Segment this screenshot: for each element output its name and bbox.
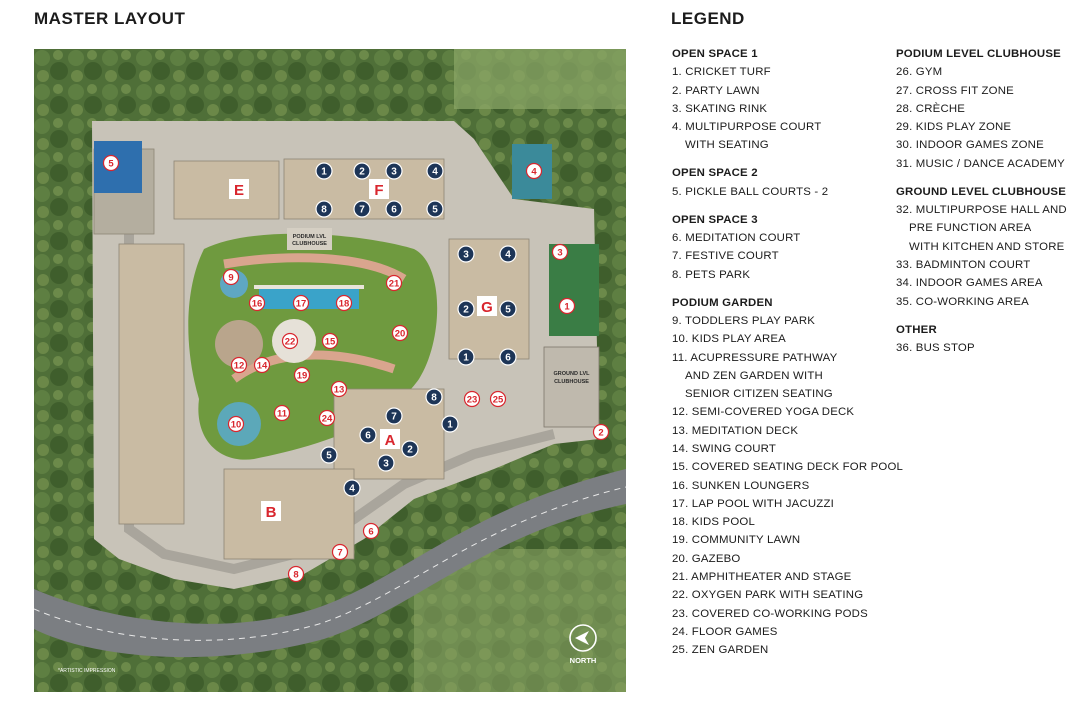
legend-group xyxy=(672,45,903,155)
amenity-number: 11 xyxy=(276,408,288,420)
amenity-number: 1 xyxy=(564,301,570,313)
pool-deck xyxy=(254,285,364,289)
amenity-number: 18 xyxy=(338,298,350,310)
legend-item xyxy=(672,349,903,404)
legend-item xyxy=(896,136,1067,154)
amenity-number: 9 xyxy=(228,272,234,284)
legend-item-line: 31. MUSIC / DANCE ACADEMY xyxy=(896,157,1065,170)
legend-item xyxy=(672,568,903,586)
ground-clubhouse xyxy=(544,347,599,427)
legend-item xyxy=(896,339,1067,357)
legend-item-line: 10. KIDS PLAY AREA xyxy=(672,333,786,346)
amenity-number: 5 xyxy=(108,158,114,170)
legend-item-line: 34. INDOOR GAMES AREA xyxy=(896,277,1043,290)
building-letter: B xyxy=(265,504,277,521)
legend-item xyxy=(672,586,903,604)
legend-item xyxy=(672,183,903,201)
legend-item-line: 25. ZEN GARDEN xyxy=(672,644,769,657)
legend-item-line: 28. CRÈCHE xyxy=(896,102,966,115)
open-field xyxy=(454,49,626,109)
legend-item xyxy=(672,63,903,81)
legend-item-line: 36. BUS STOP xyxy=(896,341,975,354)
tower-number: 8 xyxy=(431,392,437,404)
north-label: NORTH xyxy=(569,656,597,665)
legend-item xyxy=(672,247,903,265)
amenity-number: 4 xyxy=(531,166,537,178)
legend-title: LEGEND xyxy=(671,9,745,28)
legend-item-line: AND ZEN GARDEN WITH xyxy=(685,369,823,382)
legend-group-title: OPEN SPACE 2 xyxy=(672,167,758,180)
legend-item-line: 1. CRICKET TURF xyxy=(672,66,771,79)
legend-item-line: 7. FESTIVE COURT xyxy=(672,250,779,263)
amenity-number: 19 xyxy=(296,370,308,382)
tower-number: 7 xyxy=(359,204,365,216)
amenity-number: 13 xyxy=(333,384,345,396)
legend-item xyxy=(896,82,1067,100)
ground-label-2: CLUBHOUSE xyxy=(554,379,589,385)
legend-item xyxy=(896,256,1067,274)
legend-item xyxy=(896,100,1067,118)
amenity-number: 23 xyxy=(466,394,478,406)
tower-number: 2 xyxy=(407,444,413,456)
amenity-number: 20 xyxy=(394,328,406,340)
tower-number: 6 xyxy=(365,430,371,442)
legend-item xyxy=(896,118,1067,136)
legend-group-title: PODIUM GARDEN xyxy=(672,296,773,309)
legend-column-2 xyxy=(896,45,1067,367)
legend-item-line: 29. KIDS PLAY ZONE xyxy=(896,121,1012,134)
legend-group-title: OPEN SPACE 1 xyxy=(672,48,758,60)
tower-number: 3 xyxy=(463,249,469,261)
legend-item-line: 5. PICKLE BALL COURTS - 2 xyxy=(672,185,829,198)
legend-group-title: PODIUM LEVEL CLUBHOUSE xyxy=(896,48,1061,60)
master-layout-map xyxy=(34,49,626,692)
legend-group xyxy=(672,164,903,201)
tower-number: 2 xyxy=(463,304,469,316)
legend-item xyxy=(672,477,903,495)
legend-item-line: 16. SUNKEN LOUNGERS xyxy=(672,479,810,492)
legend-item-line: 17. LAP POOL WITH JACUZZI xyxy=(672,497,834,510)
amenity-number: 8 xyxy=(293,569,299,581)
amenity-number: 16 xyxy=(251,298,263,310)
legend-item-line: SENIOR CITIZEN SEATING xyxy=(685,388,833,401)
legend-item-line: PRE FUNCTION AREA xyxy=(909,222,1032,235)
legend-item xyxy=(672,531,903,549)
amenity-number: 3 xyxy=(557,247,563,259)
amenity-number: 10 xyxy=(230,419,242,431)
legend-item xyxy=(896,274,1067,292)
amenity-number: 2 xyxy=(598,427,604,439)
legend-item xyxy=(672,458,903,476)
legend-item-line: 4. MULTIPURPOSE COURT xyxy=(672,121,822,134)
tower-number: 6 xyxy=(505,352,511,364)
legend-group-title: GROUND LEVEL CLUBHOUSE xyxy=(896,185,1066,198)
legend-item-line: 27. CROSS FIT ZONE xyxy=(896,84,1014,97)
legend-item-line: 23. COVERED CO-WORKING PODS xyxy=(672,607,868,620)
legend-item-line: 19. COMMUNITY LAWN xyxy=(672,534,801,547)
legend-item-line: 9. TODDLERS PLAY PARK xyxy=(672,314,816,327)
legend-item-line: 18. KIDS POOL xyxy=(672,516,756,529)
legend-item-line: 24. FLOOR GAMES xyxy=(672,625,778,638)
amenity-number: 22 xyxy=(284,336,296,348)
amenity-number: 6 xyxy=(368,526,374,538)
legend-item xyxy=(672,440,903,458)
amenity-number: 25 xyxy=(492,394,504,406)
ground-label-1: GROUND LVL xyxy=(553,371,590,377)
amenity-number: 15 xyxy=(324,336,336,348)
legend-item-line: 22. OXYGEN PARK WITH SEATING xyxy=(672,589,864,602)
legend-item xyxy=(672,312,903,330)
amenity-number: 7 xyxy=(337,547,343,559)
tower-number: 4 xyxy=(349,483,355,495)
amenity-number: 24 xyxy=(321,413,333,425)
legend-column-1 xyxy=(672,45,903,669)
legend-item xyxy=(672,118,903,155)
amenity-number: 14 xyxy=(256,360,268,372)
legend-item xyxy=(672,495,903,513)
legend-item xyxy=(672,403,903,421)
legend-item xyxy=(672,623,903,641)
legend-group xyxy=(896,183,1067,311)
legend-item-line: 32. MULTIPURPOSE HALL AND xyxy=(896,204,1067,217)
tower-number: 5 xyxy=(432,204,438,216)
legend-item xyxy=(672,330,903,348)
amenity-number: 12 xyxy=(233,360,245,372)
legend-group xyxy=(672,211,903,284)
legend-item-line: 12. SEMI-COVERED YOGA DECK xyxy=(672,406,855,419)
legend-item-line: 30. INDOOR GAMES ZONE xyxy=(896,139,1044,152)
tower-number: 4 xyxy=(505,249,511,261)
legend-item xyxy=(672,82,903,100)
legend-item-line: 15. COVERED SEATING DECK FOR POOL xyxy=(672,461,904,474)
tower-number: 6 xyxy=(391,204,397,216)
legend-item-line: WITH KITCHEN AND STORE xyxy=(909,240,1065,253)
master-layout-title: MASTER LAYOUT xyxy=(34,9,186,28)
legend-item-line: 26. GYM xyxy=(896,66,943,79)
legend-group xyxy=(896,321,1067,358)
legend-item-line: 8. PETS PARK xyxy=(672,268,751,281)
legend-item-line: 35. CO-WORKING AREA xyxy=(896,295,1029,308)
building-letter: E xyxy=(233,182,245,199)
building-letter: A xyxy=(384,432,396,449)
legend-item-line: 33. BADMINTON COURT xyxy=(896,258,1031,271)
building-letter: F xyxy=(374,182,384,199)
tower-number: 1 xyxy=(321,166,327,178)
legend-item xyxy=(896,201,1067,256)
legend-item xyxy=(672,100,903,118)
podium-label-2: CLUBHOUSE xyxy=(292,241,327,247)
tower-number: 1 xyxy=(447,419,453,431)
legend-item xyxy=(896,293,1067,311)
legend-item xyxy=(672,422,903,440)
tower-number: 5 xyxy=(505,304,511,316)
tower-number: 3 xyxy=(391,166,397,178)
legend-item-line: 14. SWING COURT xyxy=(672,443,777,455)
legend-item xyxy=(672,605,903,623)
legend-item xyxy=(672,229,903,247)
amenity-number: 17 xyxy=(295,298,307,310)
legend-item xyxy=(672,266,903,284)
legend-item-line: 2. PARTY LAWN xyxy=(672,84,760,97)
tower-number: 2 xyxy=(359,166,365,178)
legend-group-title: OPEN SPACE 3 xyxy=(672,213,758,226)
tower-number: 1 xyxy=(463,352,469,364)
artistic-impression-note: *ARTISTIC IMPRESSION xyxy=(58,668,116,674)
legend-group xyxy=(672,294,903,660)
legend-item-line: WITH SEATING xyxy=(685,139,769,152)
tower-number: 7 xyxy=(391,411,397,423)
building-letter: G xyxy=(481,299,493,316)
tower-number: 3 xyxy=(383,458,389,470)
legend-group xyxy=(896,45,1067,173)
legend-item xyxy=(672,550,903,568)
legend-item-line: 21. AMPHITHEATER AND STAGE xyxy=(672,571,852,584)
legend-item-line: 6. MEDITATION COURT xyxy=(672,232,801,245)
legend-item-line: 11. ACUPRESSURE PATHWAY xyxy=(672,351,838,364)
podium-label-1: PODIUM LVL xyxy=(292,234,327,240)
amenity-number: 21 xyxy=(388,278,400,290)
tower-number: 8 xyxy=(321,204,327,216)
tower-number: 5 xyxy=(326,450,332,462)
tower-number: 4 xyxy=(432,166,438,178)
legend-item-line: 20. GAZEBO xyxy=(672,552,741,565)
legend-group-title: OTHER xyxy=(896,323,937,336)
legend-item-line: 3. SKATING RINK xyxy=(672,102,768,115)
legend-item xyxy=(896,155,1067,173)
legend-item xyxy=(672,641,903,659)
legend-item-line: 13. MEDITATION DECK xyxy=(672,424,799,437)
legend-item xyxy=(896,63,1067,81)
legend-item xyxy=(672,513,903,531)
